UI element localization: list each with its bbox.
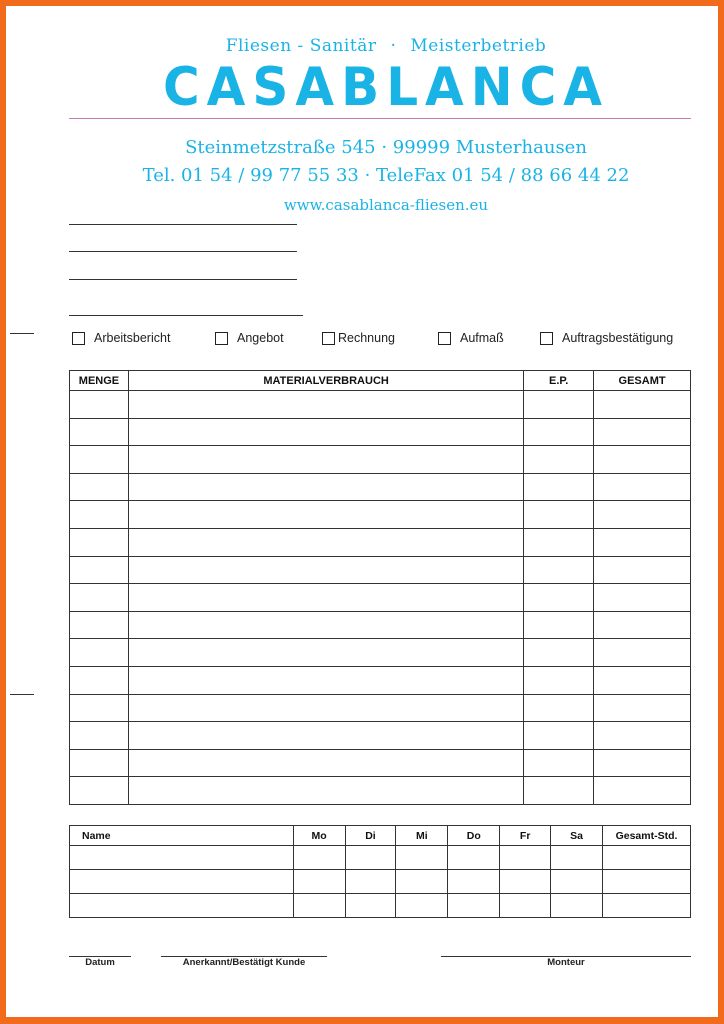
material-table-header <box>70 371 691 391</box>
checkbox[interactable] <box>322 332 335 345</box>
material-cell[interactable] <box>524 391 594 419</box>
material-cell[interactable] <box>128 446 523 474</box>
material-cell[interactable] <box>70 639 129 667</box>
material-cell[interactable] <box>128 639 523 667</box>
time-table-body <box>70 846 691 918</box>
material-row <box>70 528 691 556</box>
col-menge: MENGE <box>70 371 129 391</box>
material-cell[interactable] <box>524 584 594 612</box>
col-ep: E.P. <box>524 371 594 391</box>
material-cell[interactable] <box>70 556 129 584</box>
material-cell[interactable] <box>128 611 523 639</box>
option-arbeitsbericht[interactable] <box>72 331 170 345</box>
option-auftragsbestaetigung[interactable] <box>540 331 673 345</box>
material-cell[interactable] <box>128 556 523 584</box>
material-cell[interactable] <box>70 722 129 750</box>
material-cell[interactable] <box>594 639 691 667</box>
time-cell[interactable] <box>396 870 448 894</box>
time-cell[interactable] <box>551 894 603 918</box>
time-cell[interactable] <box>603 846 691 870</box>
material-cell[interactable] <box>70 528 129 556</box>
material-row <box>70 666 691 694</box>
time-cell[interactable] <box>345 894 396 918</box>
material-row <box>70 722 691 750</box>
time-table-header <box>70 826 691 846</box>
fold-mark-bottom <box>10 694 34 695</box>
col-di: Di <box>345 826 396 846</box>
col-fr: Fr <box>500 826 551 846</box>
material-cell[interactable] <box>70 749 129 777</box>
material-cell[interactable] <box>128 528 523 556</box>
material-cell[interactable] <box>524 722 594 750</box>
address-line-1[interactable] <box>69 224 297 225</box>
material-cell[interactable] <box>524 611 594 639</box>
fold-mark-top <box>10 333 34 334</box>
col-mo: Mo <box>293 826 345 846</box>
material-cell[interactable] <box>524 501 594 529</box>
address-line-3[interactable] <box>69 279 297 280</box>
col-sa: Sa <box>551 826 603 846</box>
option-label: Arbeitsbericht <box>94 331 171 345</box>
time-cell[interactable] <box>551 870 603 894</box>
col-gesamt: GESAMT <box>594 371 691 391</box>
material-row <box>70 446 691 474</box>
time-cell[interactable] <box>70 846 294 870</box>
company-phone: Tel. 01 54 / 99 77 55 33 · TeleFax 01 54 / 88 66 44 22 <box>142 165 630 186</box>
material-cell[interactable] <box>594 777 691 805</box>
material-row <box>70 777 691 805</box>
material-cell[interactable] <box>70 777 129 805</box>
material-row <box>70 639 691 667</box>
time-row <box>70 846 691 870</box>
checkbox[interactable] <box>540 332 553 345</box>
material-cell[interactable] <box>594 556 691 584</box>
material-cell[interactable] <box>594 584 691 612</box>
material-cell[interactable] <box>524 639 594 667</box>
time-cell[interactable] <box>70 894 294 918</box>
material-cell[interactable] <box>128 722 523 750</box>
time-cell[interactable] <box>396 894 448 918</box>
time-row <box>70 870 691 894</box>
material-cell[interactable] <box>128 694 523 722</box>
material-cell[interactable] <box>128 777 523 805</box>
material-row <box>70 501 691 529</box>
time-cell[interactable] <box>345 870 396 894</box>
material-cell[interactable] <box>594 501 691 529</box>
material-table <box>69 370 691 805</box>
option-rechnung[interactable] <box>322 331 395 345</box>
document-type-options <box>72 331 702 351</box>
checkbox[interactable] <box>72 332 85 345</box>
material-cell[interactable] <box>128 391 523 419</box>
time-cell[interactable] <box>500 846 551 870</box>
header-divider <box>69 118 691 119</box>
material-cell[interactable] <box>70 501 129 529</box>
time-cell[interactable] <box>70 870 294 894</box>
checkbox[interactable] <box>215 332 228 345</box>
material-cell[interactable] <box>524 418 594 446</box>
col-name: Name <box>70 826 294 846</box>
material-cell[interactable] <box>524 666 594 694</box>
material-cell[interactable] <box>594 666 691 694</box>
time-cell[interactable] <box>293 870 345 894</box>
time-cell[interactable] <box>448 870 500 894</box>
material-cell[interactable] <box>594 722 691 750</box>
material-cell[interactable] <box>70 473 129 501</box>
material-cell[interactable] <box>594 391 691 419</box>
material-cell[interactable] <box>594 418 691 446</box>
company-address: Steinmetzstraße 545 · 99999 Musterhausen <box>185 137 587 158</box>
material-cell[interactable] <box>524 446 594 474</box>
material-cell[interactable] <box>594 694 691 722</box>
option-label: Auftragsbestätigung <box>562 331 674 345</box>
customer-label: Anerkannt/Bestätigt Kunde <box>182 957 306 968</box>
option-label: Aufmaß <box>460 331 504 345</box>
material-row <box>70 418 691 446</box>
time-cell[interactable] <box>293 894 345 918</box>
material-cell[interactable] <box>70 446 129 474</box>
material-row <box>70 391 691 419</box>
col-do: Do <box>448 826 500 846</box>
date-label: Datum <box>85 957 115 968</box>
material-cell[interactable] <box>128 418 523 446</box>
material-row <box>70 694 691 722</box>
material-row <box>70 584 691 612</box>
option-aufmass[interactable] <box>438 331 504 345</box>
time-cell[interactable] <box>345 846 396 870</box>
company-website[interactable]: www.casablanca-fliesen.eu <box>283 196 489 214</box>
material-cell[interactable] <box>128 584 523 612</box>
brand-logo: CASABLANCA <box>162 56 609 118</box>
material-cell[interactable] <box>128 501 523 529</box>
material-cell[interactable] <box>70 694 129 722</box>
material-cell[interactable] <box>70 391 129 419</box>
time-cell[interactable] <box>551 846 603 870</box>
time-row <box>70 894 691 918</box>
tagline-trade: Fliesen - Sanitär <box>225 36 377 56</box>
material-row <box>70 556 691 584</box>
material-row <box>70 473 691 501</box>
material-cell[interactable] <box>128 473 523 501</box>
material-cell[interactable] <box>524 749 594 777</box>
material-row <box>70 611 691 639</box>
material-cell[interactable] <box>594 528 691 556</box>
material-cell[interactable] <box>524 556 594 584</box>
col-materialverbrauch: MATERIALVERBRAUCH <box>128 371 523 391</box>
time-cell[interactable] <box>603 894 691 918</box>
form-sheet <box>6 6 718 1017</box>
material-cell[interactable] <box>70 611 129 639</box>
time-cell[interactable] <box>293 846 345 870</box>
col-gesamt-std: Gesamt-Std. <box>603 826 691 846</box>
option-angebot[interactable] <box>215 331 284 345</box>
material-cell[interactable] <box>70 666 129 694</box>
time-cell[interactable] <box>500 870 551 894</box>
material-cell[interactable] <box>524 694 594 722</box>
tagline <box>6 36 724 56</box>
material-table-body <box>70 391 691 805</box>
address-line-4[interactable] <box>69 315 303 316</box>
time-cell[interactable] <box>448 894 500 918</box>
time-table <box>69 825 691 918</box>
material-cell[interactable] <box>128 749 523 777</box>
option-label: Rechnung <box>338 331 395 345</box>
tagline-master: Meisterbetrieb <box>410 36 547 56</box>
checkbox[interactable] <box>438 332 451 345</box>
material-cell[interactable] <box>594 611 691 639</box>
material-cell[interactable] <box>524 528 594 556</box>
material-row <box>70 749 691 777</box>
material-cell[interactable] <box>70 584 129 612</box>
material-cell[interactable] <box>594 473 691 501</box>
option-label: Angebot <box>237 331 284 345</box>
time-cell[interactable] <box>603 870 691 894</box>
time-cell[interactable] <box>500 894 551 918</box>
tagline-separator: · <box>390 36 397 56</box>
col-mi: Mi <box>396 826 448 846</box>
material-cell[interactable] <box>594 749 691 777</box>
material-cell[interactable] <box>594 446 691 474</box>
material-cell[interactable] <box>524 473 594 501</box>
material-cell[interactable] <box>524 777 594 805</box>
address-line-2[interactable] <box>69 251 297 252</box>
material-cell[interactable] <box>128 666 523 694</box>
fitter-label: Monteur <box>547 957 585 968</box>
time-cell[interactable] <box>448 846 500 870</box>
material-cell[interactable] <box>70 418 129 446</box>
time-cell[interactable] <box>396 846 448 870</box>
